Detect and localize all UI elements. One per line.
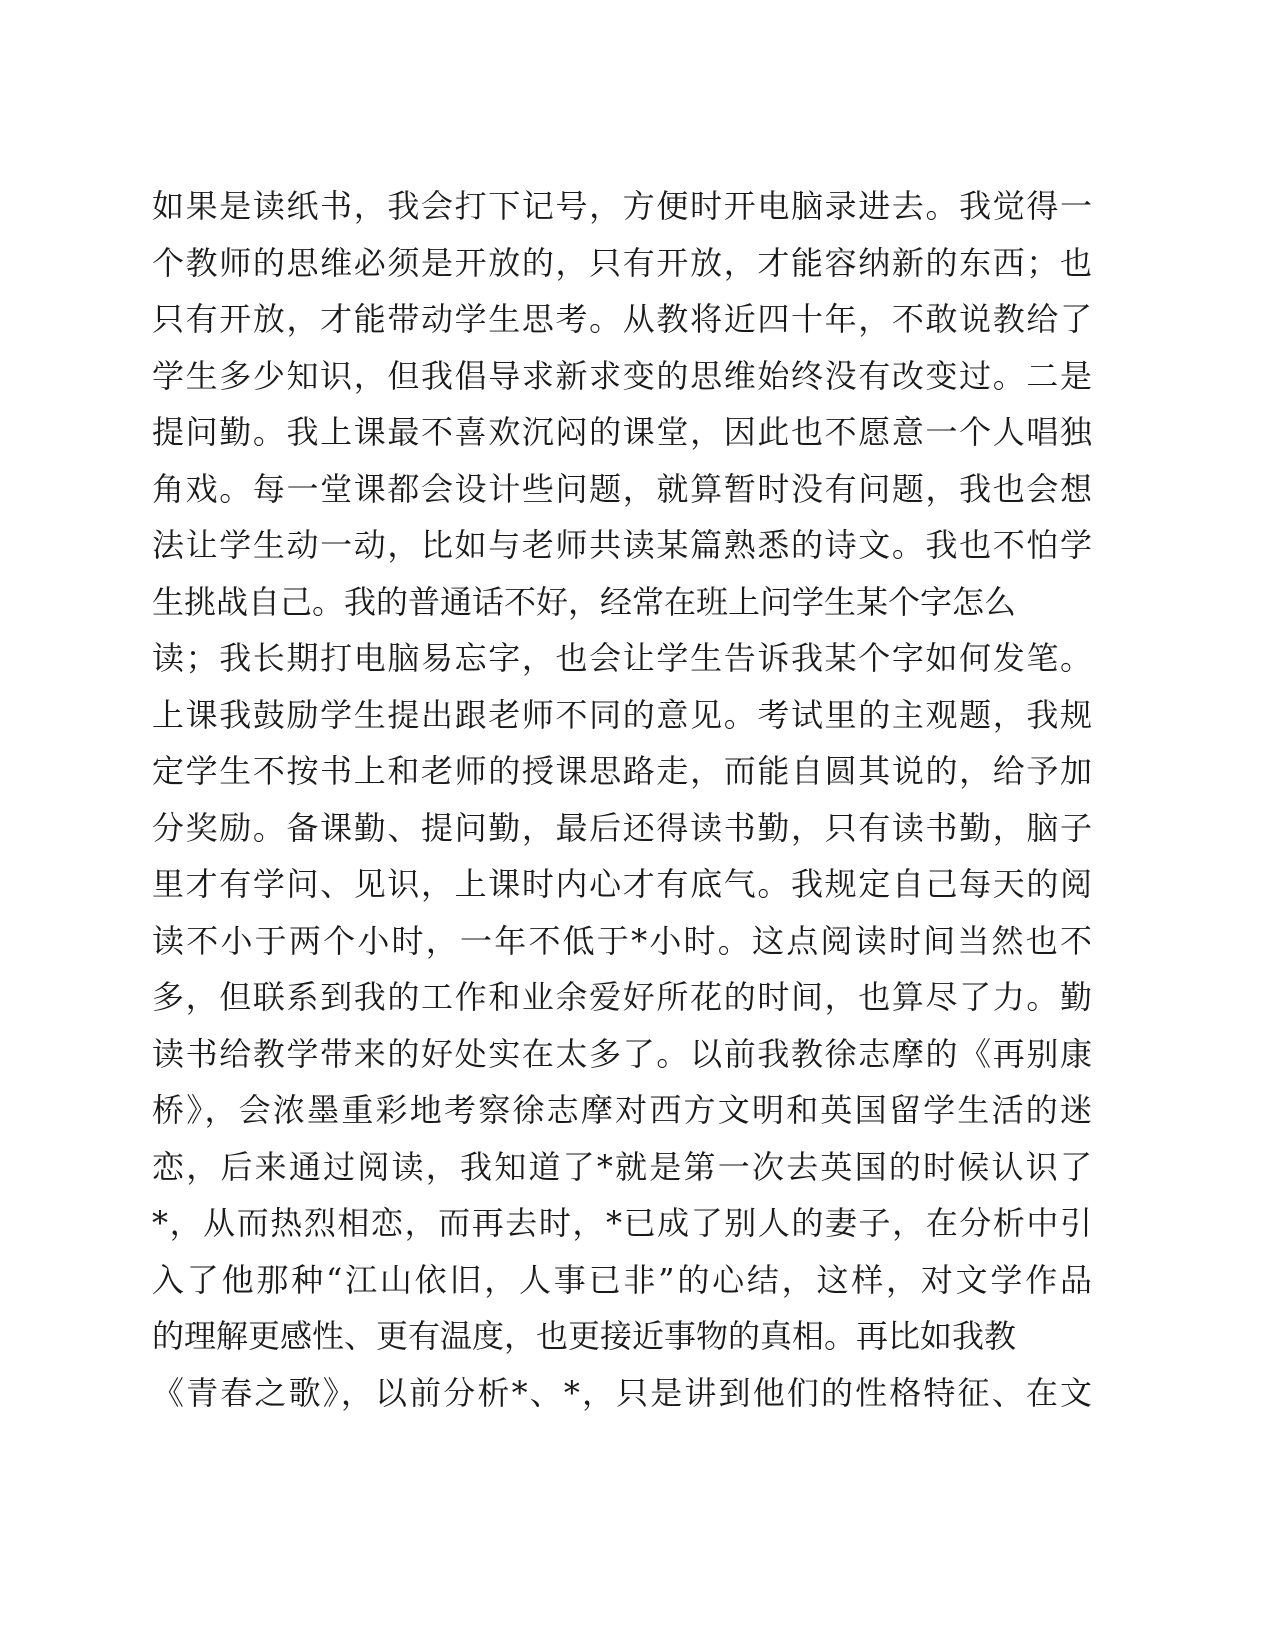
text-line-3: 只有开放，才能带动学生思考。从教将近四十年，不敢说教给了 bbox=[152, 300, 1092, 338]
text-line-9: 读；我长期打电脑易忘字，也会让学生告诉我某个字如何发笔。 bbox=[152, 639, 1092, 677]
text-line-10: 上课我鼓励学生提出跟老师不同的意见。考试里的主观题，我规 bbox=[152, 695, 1092, 734]
text-line-16: 读书给教学带来的好处实在太多了。以前我教徐志摩的《再别康 bbox=[152, 1034, 1092, 1073]
text-line-20: 入了他那种“江山依旧，人事已非”的心结，这样，对文学作品 bbox=[152, 1260, 1092, 1299]
text-line-17: 桥》，会浓墨重彩地考察徐志摩对西方文明和英国留学生活的迷 bbox=[152, 1091, 1092, 1129]
text-line-5: 提问勤。我上课最不喜欢沉闷的课堂，因此也不愿意一个人唱独 bbox=[152, 413, 1092, 451]
text-line-15: 多，但联系到我的工作和业余爱好所花的时间，也算尽了力。勤 bbox=[152, 978, 1092, 1016]
text-line-12: 分奖励。备课勤、提问勤，最后还得读书勤，只有读书勤，脑子 bbox=[152, 808, 1092, 847]
text-line-8: 生挑战自己。我的普通话不好，经常在班上问学生某个字怎么 bbox=[152, 582, 1017, 621]
body-paragraph bbox=[152, 178, 1092, 1421]
text-line-4: 学生多少知识，但我倡导求新求变的思维始终没有改变过。二是 bbox=[152, 356, 1092, 395]
text-line-14: 读不小于两个小时，一年不低于*小时。这点阅读时间当然也不 bbox=[152, 921, 1092, 960]
text-line-6: 角戏。每一堂课都会设计些问题，就算暂时没有问题，我也会想 bbox=[152, 469, 1092, 508]
text-line-18: 恋，后来通过阅读，我知道了*就是第一次去英国的时候认识了 bbox=[152, 1147, 1092, 1186]
text-line-1: 如果是读纸书，我会打下记号，方便时开电脑录进去。我觉得一 bbox=[152, 187, 1092, 225]
text-line-22: 《青春之歌》，以前分析*、*，只是讲到他们的性格特征、在文 bbox=[152, 1373, 1092, 1412]
text-line-11: 定学生不按书上和老师的授课思路走，而能自圆其说的，给予加 bbox=[152, 752, 1092, 790]
text-line-21: 的理解更感性、更有温度，也更接近事物的真相。再比如我教 bbox=[152, 1317, 1017, 1355]
text-line-2: 个教师的思维必须是开放的，只有开放，才能容纳新的东西；也 bbox=[152, 243, 1092, 282]
text-line-7: 法让学生动一动，比如与老师共读某篇熟悉的诗文。我也不怕学 bbox=[152, 526, 1092, 564]
text-line-19: *，从而热烈相恋，而再去时，*已成了别人的妻子，在分析中引 bbox=[152, 1204, 1092, 1242]
text-line-13: 里才有学问、见识，上课时内心才有底气。我规定自己每天的阅 bbox=[152, 865, 1092, 903]
